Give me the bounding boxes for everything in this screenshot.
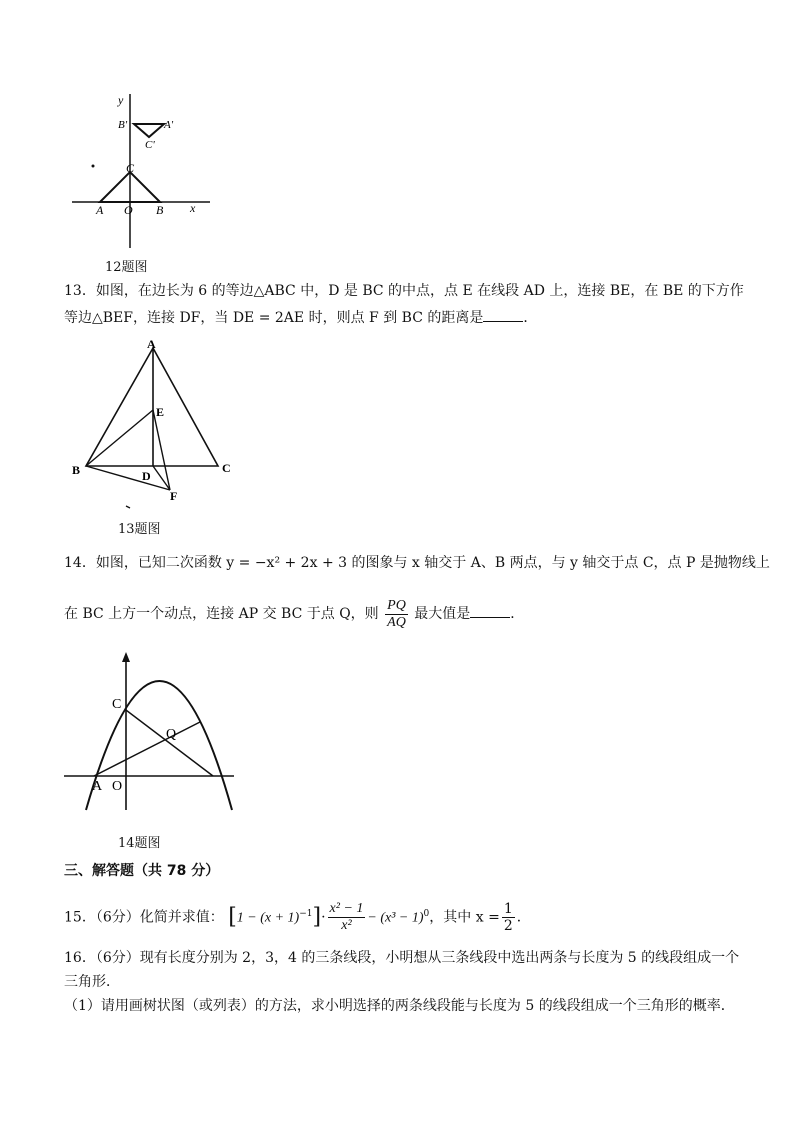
label-b: B	[72, 463, 81, 477]
label-a: A	[147, 337, 156, 351]
q15-x-fraction	[502, 901, 515, 934]
label-o: O	[124, 203, 133, 217]
q15-x-num: 1	[503, 901, 513, 918]
q13-line2	[64, 307, 537, 328]
figure-14-caption: 14题图	[118, 836, 161, 851]
label-q: Q	[166, 727, 177, 742]
q15-minus-part: − (x³ − 1)	[367, 910, 424, 926]
q16-line1: 16．（6分）现有长度分别为 2，3，4 的三条线段，小明想从三条线段中选出两条与长度为 5 的线段组成一个	[64, 950, 740, 966]
label-f: F	[170, 489, 178, 503]
label-d: D	[142, 469, 151, 483]
answer-blank-13[interactable]	[483, 307, 523, 322]
q14-text-line2b: 最大值是	[414, 606, 471, 622]
label-a-prime: A'	[164, 119, 174, 131]
q14-text-line2a: 在 BC 上方一个动点，连接 AP 交 BC 于点 Q，则	[64, 606, 379, 622]
label-x: x	[190, 201, 196, 215]
label-b-prime: B'	[118, 119, 128, 131]
q13-number: 13．	[64, 283, 96, 299]
q14-line1	[64, 553, 770, 573]
q16-part1: （1）请用画树状图（或列表）的方法，求小明选择的两条线段能与长度为 5 的线段组成一个三角形的概率．	[64, 998, 735, 1014]
q14-line2	[64, 594, 524, 634]
q15-text-b: ，其中 x =	[429, 909, 500, 926]
q14-number: 14．	[64, 555, 96, 571]
q16-line2: 三角形．	[64, 974, 120, 990]
q14-frac-num: PQ	[387, 597, 406, 613]
segment-bf	[86, 466, 170, 490]
answer-blank-14[interactable]	[470, 603, 510, 618]
q15-line: 15．（6分）化简并求值： $[1 - (x + 1)^{-1}]\cdot$ $\frac{\text{x² − 1}}{\text{x²}}$ − $(x^3 - 1)^0$，其中 x = $\frac{1}{2}$ ．	[64, 901, 531, 935]
q13-line1	[64, 281, 744, 301]
segment-be	[86, 410, 153, 466]
figure-14	[62, 650, 242, 830]
triangle-abc	[86, 348, 218, 466]
q13-end: ．	[523, 310, 538, 326]
label-c-prime: C'	[145, 139, 155, 151]
q14-text-line1: 如图，已知二次函数 y = −x² + 2x + 3 的图象与 x 轴交于 A、B 两点，与 y 轴交于点 C，点 P 是抛物线上	[95, 555, 770, 571]
segment-ap	[94, 722, 200, 776]
figure-12-caption: 12题图	[105, 260, 148, 275]
q15-text-a: 15．（6分）化简并求值：	[64, 909, 224, 926]
q14-frac-den: AQ	[387, 614, 406, 630]
figure-13	[66, 336, 246, 516]
label-c: C	[126, 161, 135, 175]
q15-end: ．	[516, 909, 531, 926]
label-y: y	[118, 93, 124, 107]
q15-bracket-expr: 1 − (x + 1)	[236, 910, 300, 926]
label-c: C	[222, 461, 231, 475]
label-a: A	[96, 203, 104, 217]
label-c: C	[112, 697, 122, 712]
q15-frac-den: x²	[341, 918, 352, 934]
stray-dot	[92, 165, 95, 168]
q13-text-line2: 等边△BEF，连接 DF，当 DE = 2AE 时，则点 F 到 BC 的距离是	[64, 310, 484, 326]
figure-12	[60, 88, 230, 258]
q15-fraction	[328, 901, 366, 934]
q14-end: ．	[510, 606, 525, 622]
parabola	[86, 681, 232, 810]
triangle-abc-prime	[134, 124, 164, 137]
label-b: B	[156, 203, 164, 217]
stray-mark	[126, 506, 130, 508]
label-o: O	[112, 779, 123, 794]
q15-exp0: 0	[423, 909, 430, 919]
figure-13-caption: 13题图	[118, 522, 161, 537]
label-e: E	[156, 405, 165, 419]
y-axis-arrow	[122, 652, 130, 662]
q15-x-den: 2	[503, 918, 513, 935]
q15-exp1: −1	[299, 909, 313, 919]
q14-fraction	[385, 598, 408, 631]
q15-frac-num: x² − 1	[329, 901, 364, 917]
label-a: A	[92, 779, 103, 794]
q13-text-line1: 如图，在边长为 6 的等边△ABC 中，D 是 BC 的中点，点 E 在线段 AD 上，连接 BE，在 BE 的下方作	[95, 283, 744, 299]
section-3-title: 三、解答题（共 78 分）	[64, 863, 220, 879]
